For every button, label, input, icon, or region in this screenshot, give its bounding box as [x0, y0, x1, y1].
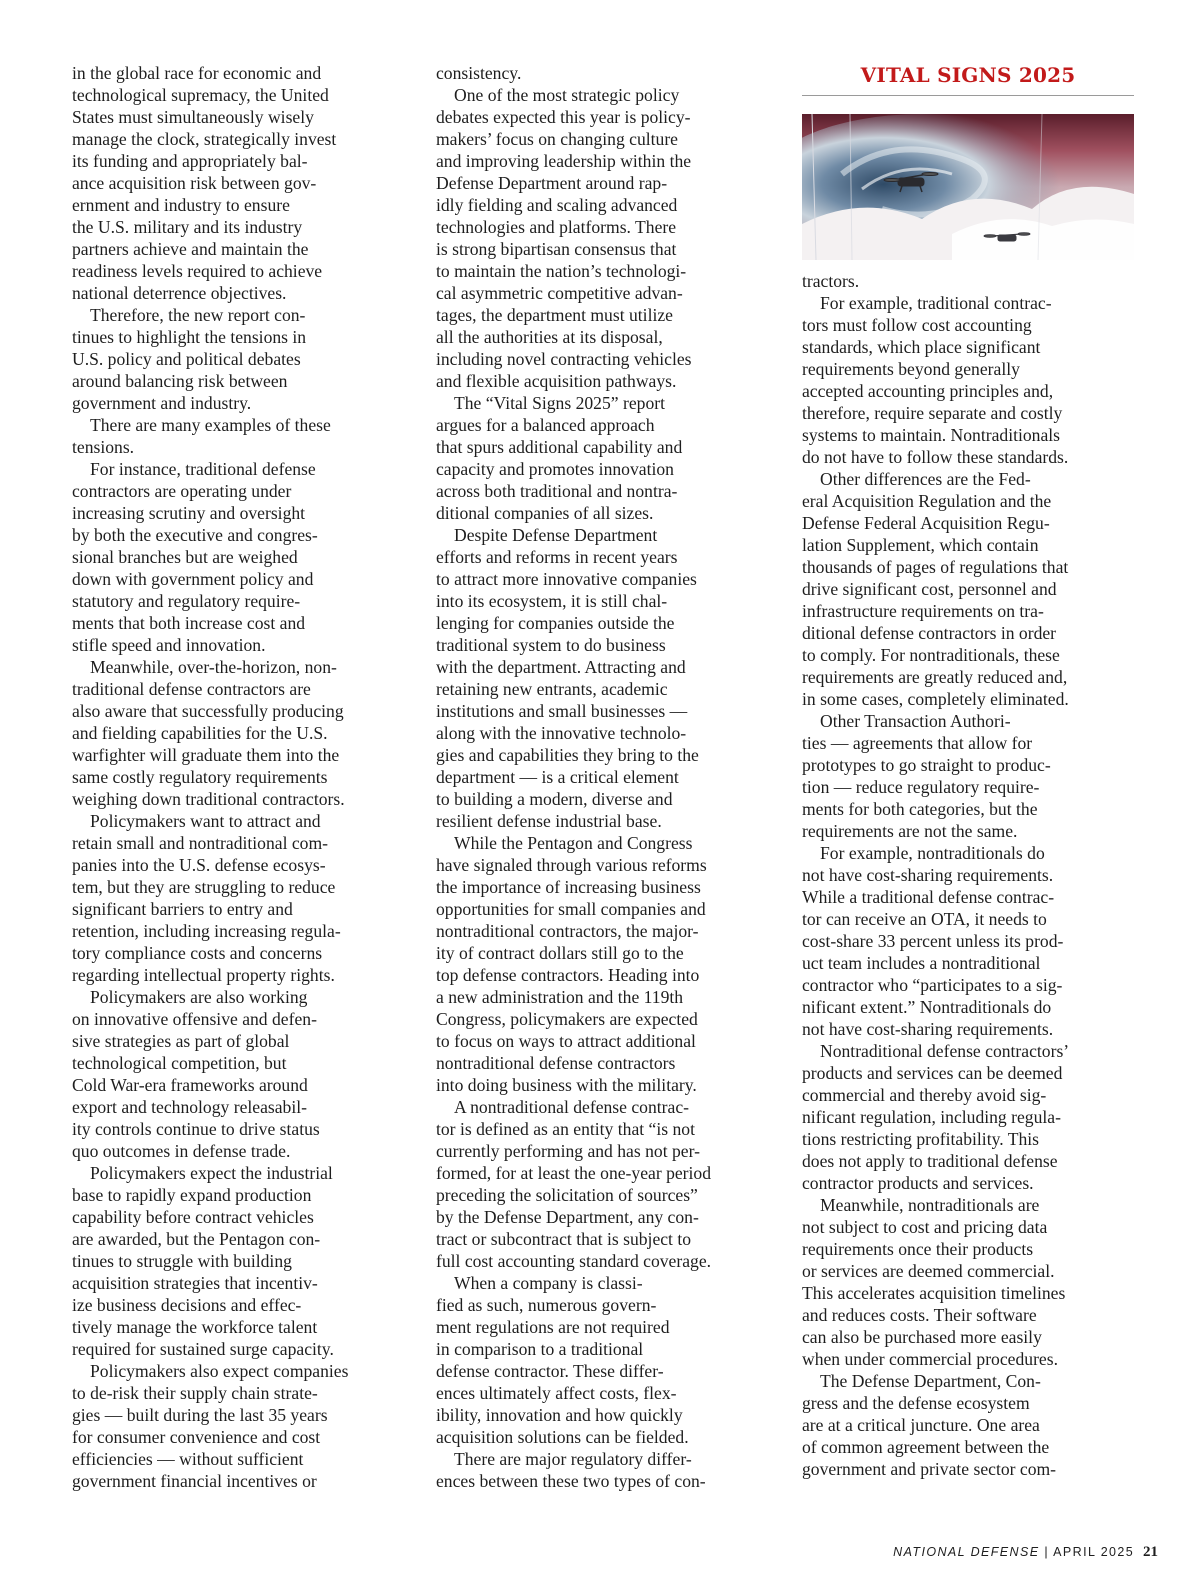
paragraph: in the global race for economic and technological supremacy, the United States must simultaneously wisely manage the clock, strategically invest its funding and appropriately bal- ance acquisition risk between gov- ernment and industry to ensure the U.S. military and its industry partners achieve and maintain the readiness levels required to achieve national deterrence objectives.	[72, 63, 337, 303]
paragraph: There are major regulatory differ- ences between these two types of con-	[436, 1449, 706, 1491]
paragraph: The Defense Department, Con- gress and the defense ecosystem are at a critical juncture. One area of common agreement between the government and private sector com-	[802, 1371, 1057, 1479]
paragraph: The “Vital Signs 2025” report argues for a balanced approach that spurs additional capability and capacity and promotes innovation across both traditional and nontra- ditional companies of all sizes.	[436, 393, 683, 523]
paragraph: Despite Defense Department efforts and reforms in recent years to attract more innovative companies into its ecosystem, it is still chal- lenging for companies outside the traditional system to do business with the department. Attracting and retaining new entrants, academic institutions and small businesses — along with the innovative technolo- gies and capabilities they bring to the department — is a critical element to building a modern, diverse and resilient defense industrial base.	[436, 525, 699, 831]
paragraph: When a company is classi- fied as such, numerous govern- ment regulations are not required in comparison to a traditional defense contractor. These differ- ences ultimately affect costs, flex- ibility, innovation and how quickly acquisition solutions can be fielded.	[436, 1273, 689, 1447]
paragraph: While the Pentagon and Congress have signaled through various reforms the importance of increasing business opportunities for small companies and nontraditional contractors, the major- ity of contract dollars still go to the top defense contractors. Heading into a new administration and the 119th Congress, policymakers are expected to focus on ways to attract additional nontraditional defense contractors into doing business with the military.	[436, 833, 707, 1095]
label-divider	[802, 95, 1134, 96]
issue-date: APRIL 2025	[1053, 1545, 1135, 1559]
paragraph: For example, nontraditionals do not have cost-sharing requirements. While a traditional defense contrac- tor can receive an OTA, it needs to cost-share 33 percent unless its prod- uct team includes a nontraditional contractor who “participates to a sig- nificant extent.” Nontraditionals do not have cost-sharing requirements.	[802, 843, 1064, 1039]
paragraph: For instance, traditional defense contractors are operating under increasing scrutiny and oversight by both the executive and congres- sional branches but are weighed down with government policy and statutory and regulatory require- ments that both increase cost and stifle speed and innovation.	[72, 459, 318, 655]
footer-separator: |	[1044, 1545, 1049, 1559]
paragraph: Policymakers want to attract and retain small and nontraditional com- panies into the U.S. defense ecosys- tem, but they are struggling to reduce significant barriers to entry and retention, including increasing regula- tory compliance costs and concerns regarding intellectual property rights.	[72, 811, 341, 985]
page-footer	[893, 1544, 1158, 1561]
paragraph: Therefore, the new report con- tinues to highlight the tensions in U.S. policy and political debates around balancing risk between government and industry.	[72, 305, 307, 413]
article-column-3	[802, 62, 1134, 1480]
paragraph: Other Transaction Authori- ties — agreements that allow for prototypes to go straight to produc- tion — reduce regulatory require- ments for both categories, but the requirements are not the same.	[802, 711, 1051, 841]
paragraph: There are many examples of these tensions.	[72, 415, 331, 457]
paragraph: For example, traditional contrac- tors must follow cost accounting standards, which place significant requirements beyond generally accepted accounting principles and, therefore, require separate and costly systems to maintain. Nontraditionals do not have to follow these standards.	[802, 293, 1069, 467]
article-column-3-text	[802, 270, 1134, 1480]
publication-name: NATIONAL DEFENSE	[893, 1545, 1040, 1559]
section-label: VITAL SIGNS 2025	[860, 63, 1076, 87]
article-column-2	[436, 62, 778, 1492]
paragraph: Policymakers also expect companies to de-risk their supply chain strate- gies — built during the last 35 years for consumer convenience and cost efficiencies — without sufficient government financial incentives or	[72, 1361, 349, 1491]
paragraph: Nontraditional defense contractors’ products and services can be deemed commercial and thereby avoid sig- nificant regulation, including regula- tions restricting profitability. This does not apply to traditional defense contractor products and services.	[802, 1041, 1070, 1193]
drones-over-storm-photo	[802, 114, 1134, 260]
paragraph: Policymakers expect the industrial base to rapidly expand production capability before contract vehicles are awarded, but the Pentagon con- tinues to struggle with building acquisition strategies that incentiv- ize business decisions and effec- tively manage the workforce talent required for sustained surge capacity.	[72, 1163, 334, 1359]
article-column-1	[72, 62, 412, 1492]
page-number: 21	[1143, 1544, 1158, 1560]
paragraph: One of the most strategic policy debates expected this year is policy- makers’ focus on changing culture and improving leadership within the Defense Department around rap- idly fielding and scaling advanced technologies and platforms. There is strong bipartisan consensus that to maintain the nation’s technologi- cal asymmetric competitive advan- tages, the department must utilize all the authorities at its disposal, including novel contracting vehicles and flexible acquisition pathways.	[436, 85, 692, 391]
paragraph: tractors.	[802, 271, 860, 291]
paragraph: A nontraditional defense contrac- tor is defined as an entity that “is not currently performing and has not per- formed, for at least the one-year period preceding the solicitation of sources” by the Defense Department, any con- tract or subcontract that is subject to full cost accounting standard coverage.	[436, 1097, 712, 1271]
paragraph: Policymakers are also working on innovative offensive and defen- sive strategies as part of global technological competition, but Cold War-era frameworks around export and technology releasabil- ity controls continue to drive status quo outcomes in defense trade.	[72, 987, 320, 1161]
photo-illustration	[802, 114, 1134, 260]
paragraph: Other differences are the Fed- eral Acquisition Regulation and the Defense Federal Acquisition Regu- lation Supplement, which contain thousands of pages of regulations that drive significant cost, personnel and infrastructure requirements on tra- ditional defense contractors in order to comply. For nontraditionals, these requirements are greatly reduced and, in some cases, completely eliminated.	[802, 469, 1069, 709]
paragraph: Meanwhile, over-the-horizon, non- traditional defense contractors are also aware that successfully producing and fielding capabilities for the U.S. warfighter will graduate them into the same costly regulatory requirements weighing down traditional contractors.	[72, 657, 345, 809]
paragraph: Meanwhile, nontraditionals are not subject to cost and pricing data requirements once their products or services are deemed commercial. This accelerates acquisition timelines and reduces costs. Their software can also be purchased more easily when under commercial procedures.	[802, 1195, 1066, 1369]
paragraph: consistency.	[436, 63, 522, 83]
